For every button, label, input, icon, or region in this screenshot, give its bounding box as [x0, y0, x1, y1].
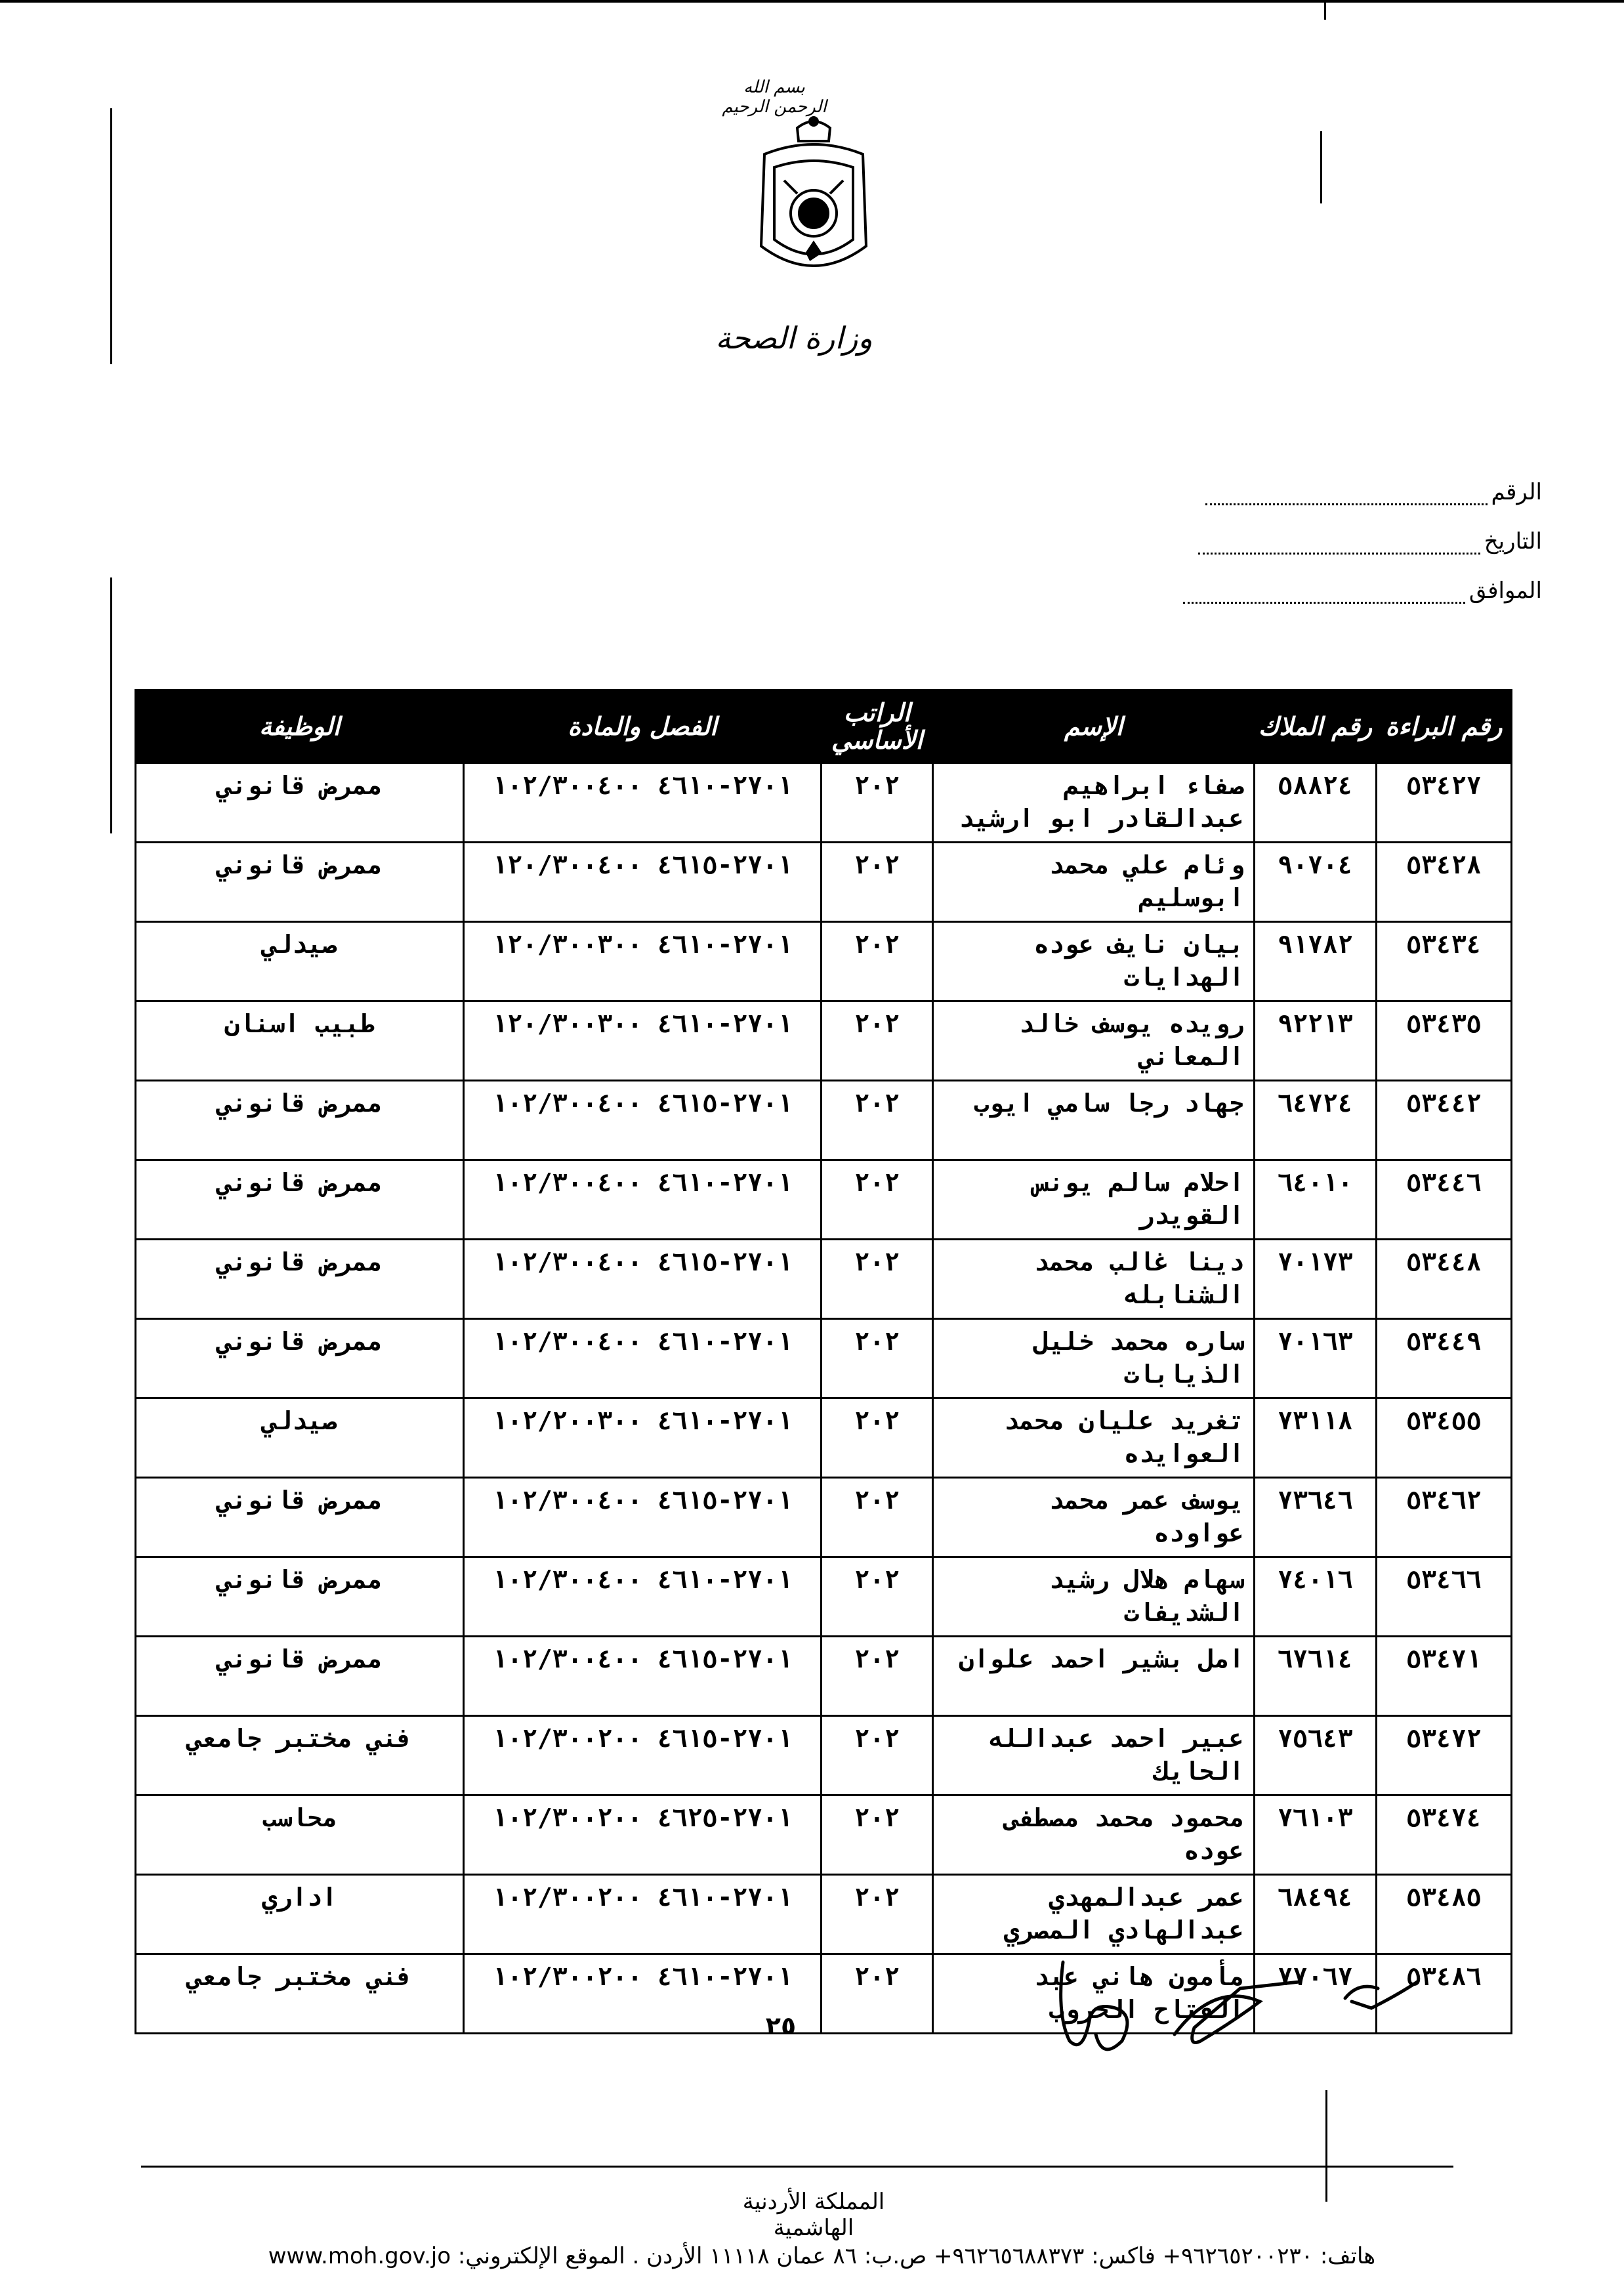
table-row [136, 1478, 1512, 1557]
cell-section: ٢٧٠١-٤٦١٥ ١٠٢/٣٠٠٤٠٠ [464, 1081, 822, 1160]
cell-job: فني مختبر جامعي [136, 1954, 464, 2034]
cell-salary: ٢٠٢ [822, 1001, 933, 1081]
cell-malak: ٧٦١٠٣ [1255, 1795, 1377, 1875]
cell-malak: ٦٤٧٢٤ [1255, 1081, 1377, 1160]
margin-line-right [1320, 131, 1322, 203]
cell-job: محاسب [136, 1795, 464, 1875]
cell-malak: ٧٧٠٦٧ [1255, 1954, 1377, 2034]
cell-salary: ٢٠٢ [822, 1875, 933, 1954]
cell-job: ممرض قانوني [136, 1478, 464, 1557]
cell-bara: ٥٣٤٦٢ [1377, 1478, 1512, 1557]
cell-name: تغريد عليان محمد العوايده [933, 1398, 1255, 1478]
cell-salary: ٢٠٢ [822, 1716, 933, 1795]
table-row [136, 1240, 1512, 1319]
cell-malak: ٩٢٢١٣ [1255, 1001, 1377, 1081]
cell-bara: ٥٣٤٦٦ [1377, 1557, 1512, 1637]
cell-job: صيدلي [136, 922, 464, 1001]
cell-section: ٢٧٠١-٤٦١٠ ١٢٠/٣٠٠٣٠٠ [464, 1001, 822, 1081]
cell-malak: ٩٠٧٠٤ [1255, 843, 1377, 922]
cell-malak: ٧٠١٧٣ [1255, 1240, 1377, 1319]
date-row [1198, 522, 1542, 555]
cell-section: ٢٧٠١-٤٦١٠ ١٠٢/٣٠٠٤٠٠ [464, 1160, 822, 1240]
reference-number-row [1205, 472, 1542, 505]
footer-contact: هاتف: ٩٦٢٦٥٢٠٠٢٣٠+ فاكس: ٩٦٢٦٥٦٨٨٣٧٣+ ص.ب: ٨٦ عمان ١١١١٨ الأردن . الموقع الإلكتروني: www.moh.gov.jo [268, 2243, 1376, 2269]
corresponding-label: الموافق [1468, 577, 1542, 604]
cell-job: طبيب اسنان [136, 1001, 464, 1081]
cell-section: ٢٧٠١-٤٦١٥ ١٢٠/٣٠٠٤٠٠ [464, 843, 822, 922]
cell-bara: ٥٣٤٤٩ [1377, 1319, 1512, 1398]
cell-name: محمود محمد مصطفى عوده [933, 1795, 1255, 1875]
cell-job: ممرض قانوني [136, 763, 464, 843]
table-row [136, 1637, 1512, 1716]
cell-salary: ٢٠٢ [822, 1795, 933, 1875]
table-row [136, 1398, 1512, 1478]
table-row [136, 1081, 1512, 1160]
date-field [1198, 533, 1480, 555]
cell-salary: ٢٠٢ [822, 1160, 933, 1240]
ministry-name: وزارة الصحة [715, 320, 873, 356]
basmala-calligraphy: بسم الله الرحمن الرحيم [722, 77, 827, 117]
cell-salary: ٢٠٢ [822, 1319, 933, 1398]
cell-bara: ٥٣٤٤٨ [1377, 1240, 1512, 1319]
table-row [136, 763, 1512, 843]
table-row [136, 843, 1512, 922]
margin-line-left [110, 108, 112, 364]
cell-name: جهاد رجا سامي ايوب [933, 1081, 1255, 1160]
cell-bara: ٥٣٤٨٥ [1377, 1875, 1512, 1954]
table-row [136, 1716, 1512, 1795]
staff-table [135, 689, 1512, 2034]
cell-section: ٢٧٠١-٤٦١٥ ١٠٢/٣٠٠٤٠٠ [464, 1240, 822, 1319]
cell-section: ٢٧٠١-٤٦١٠ ١٠٢/٣٠٠٢٠٠ [464, 1875, 822, 1954]
header-bara: رقم البراءة [1377, 690, 1512, 763]
cell-bara: ٥٣٤٧٢ [1377, 1716, 1512, 1795]
table-row [136, 1001, 1512, 1081]
cell-salary: ٢٠٢ [822, 1081, 933, 1160]
cell-job: صيدلي [136, 1398, 464, 1478]
cell-name: مأمون هاني عبد الفتاح الحروب [933, 1954, 1255, 2034]
cell-name: عمر عبدالمهدي عبدالهادي المصري [933, 1875, 1255, 1954]
cell-job: ممرض قانوني [136, 1081, 464, 1160]
right-edge-line [1324, 0, 1326, 20]
cell-name: دينا غالب محمد الشنابله [933, 1240, 1255, 1319]
cell-name: ساره محمد خليل الذيابات [933, 1319, 1255, 1398]
cell-bara: ٥٣٤٢٧ [1377, 763, 1512, 843]
table-header-row [136, 690, 1512, 763]
cell-bara: ٥٣٤٧١ [1377, 1637, 1512, 1716]
cell-malak: ٧٣١١٨ [1255, 1398, 1377, 1478]
reference-number-field [1205, 484, 1488, 505]
margin-line-right-bottom [1325, 2090, 1327, 2202]
cell-job: ممرض قانوني [136, 1637, 464, 1716]
cell-malak: ٧٣٦٤٦ [1255, 1478, 1377, 1557]
cell-malak: ٦٤٠١٠ [1255, 1160, 1377, 1240]
cell-name: يوسف عمر محمد عواوده [933, 1478, 1255, 1557]
cell-section: ٢٧٠١-٤٦٢٥ ١٠٢/٣٠٠٢٠٠ [464, 1795, 822, 1875]
cell-job: ممرض قانوني [136, 1557, 464, 1637]
header-job: الوظيفة [136, 690, 464, 763]
cell-bara: ٥٣٤٣٥ [1377, 1001, 1512, 1081]
cell-malak: ٩١٧٨٢ [1255, 922, 1377, 1001]
header-malak: رقم الملاك [1255, 690, 1377, 763]
cell-malak: ٥٨٨٢٤ [1255, 763, 1377, 843]
signatures [1043, 1942, 1424, 2074]
date-label: التاريخ [1484, 528, 1542, 555]
cell-name: سهام هلال رشيد الشديفات [933, 1557, 1255, 1637]
cell-bara: ٥٣٤٣٤ [1377, 922, 1512, 1001]
cell-section: ٢٧٠١-٤٦١٠ ١٠٢/٣٠٠٤٠٠ [464, 763, 822, 843]
cell-salary: ٢٠٢ [822, 1240, 933, 1319]
cell-salary: ٢٠٢ [822, 922, 933, 1001]
margin-line-left-lower [110, 577, 112, 833]
table-row [136, 1795, 1512, 1875]
header-section: الفصل والمادة [464, 690, 822, 763]
cell-section: ٢٧٠١-٤٦١٠ ١٢٠/٣٠٠٣٠٠ [464, 922, 822, 1001]
cell-job: فني مختبر جامعي [136, 1716, 464, 1795]
cell-job: ممرض قانوني [136, 1160, 464, 1240]
cell-salary: ٢٠٢ [822, 843, 933, 922]
cell-salary: ٢٠٢ [822, 1637, 933, 1716]
header-salary: الراتب الأساسي [822, 690, 933, 763]
cell-bara: ٥٣٤٤٢ [1377, 1081, 1512, 1160]
cell-section: ٢٧٠١-٤٦١٥ ١٠٢/٣٠٠٢٠٠ [464, 1716, 822, 1795]
cell-section: ٢٧٠١-٤٦١٥ ١٠٢/٣٠٠٤٠٠ [464, 1478, 822, 1557]
cell-malak: ٦٧٦١٤ [1255, 1637, 1377, 1716]
cell-name: امل بشير احمد علوان [933, 1637, 1255, 1716]
cell-bara: ٥٣٤٧٤ [1377, 1795, 1512, 1875]
header-name: الإسم [933, 690, 1255, 763]
cell-salary: ٢٠٢ [822, 1557, 933, 1637]
cell-malak: ٧٤٠١٦ [1255, 1557, 1377, 1637]
cell-section: ٢٧٠١-٤٦١٠ ١٠٢/٣٠٠٢٠٠ [464, 1954, 822, 2034]
reference-number-label: الرقم [1491, 479, 1542, 505]
table-row [136, 922, 1512, 1001]
cell-name: عبير احمد عبدالله الحايك [933, 1716, 1255, 1795]
cell-job: ممرض قانوني [136, 1240, 464, 1319]
cell-name: رويده يوسف خالد المعاني [933, 1001, 1255, 1081]
cell-salary: ٢٠٢ [822, 1398, 933, 1478]
cell-bara: ٥٣٤٤٦ [1377, 1160, 1512, 1240]
cell-salary: ٢٠٢ [822, 1478, 933, 1557]
table-row [136, 1557, 1512, 1637]
cell-job: ممرض قانوني [136, 1319, 464, 1398]
top-edge-line [0, 0, 1624, 3]
cell-bara: ٥٣٤٢٨ [1377, 843, 1512, 922]
cell-malak: ٧٠١٦٣ [1255, 1319, 1377, 1398]
page-number: ٢٥ [765, 2011, 797, 2040]
cell-malak: ٦٨٤٩٤ [1255, 1875, 1377, 1954]
cell-job: ممرض قانوني [136, 843, 464, 922]
corresponding-row [1183, 571, 1542, 604]
table-row [136, 1319, 1512, 1398]
cell-name: احلام سالم يونس القويدر [933, 1160, 1255, 1240]
cell-job: اداري [136, 1875, 464, 1954]
table-row [136, 1160, 1512, 1240]
cell-bara: ٥٣٤٨٦ [1377, 1954, 1512, 2034]
cell-section: ٢٧٠١-٤٦١٠ ١٠٢/٣٠٠٤٠٠ [464, 1557, 822, 1637]
cell-salary: ٢٠٢ [822, 1954, 933, 2034]
cell-name: صفاء ابراهيم عبدالقادر ابو ارشيد [933, 763, 1255, 843]
cell-malak: ٧٥٦٤٣ [1255, 1716, 1377, 1795]
cell-name: بيان نايف عوده الهدايات [933, 922, 1255, 1001]
cell-salary: ٢٠٢ [822, 763, 933, 843]
cell-section: ٢٧٠١-٤٦١٠ ١٠٢/٣٠٠٤٠٠ [464, 1319, 822, 1398]
footer-country: المملكة الأردنية الهاشمية [742, 2189, 885, 2241]
cell-name: وئام علي محمد ابوسليم [933, 843, 1255, 922]
cell-section: ٢٧٠١-٤٦١٠ ١٠٢/٢٠٠٣٠٠ [464, 1398, 822, 1478]
coat-of-arms-icon [745, 115, 883, 292]
footer-divider [141, 2166, 1453, 2168]
table-body [136, 763, 1512, 2034]
corresponding-field [1183, 582, 1465, 604]
cell-bara: ٥٣٤٥٥ [1377, 1398, 1512, 1478]
cell-section: ٢٧٠١-٤٦١٥ ١٠٢/٣٠٠٤٠٠ [464, 1637, 822, 1716]
